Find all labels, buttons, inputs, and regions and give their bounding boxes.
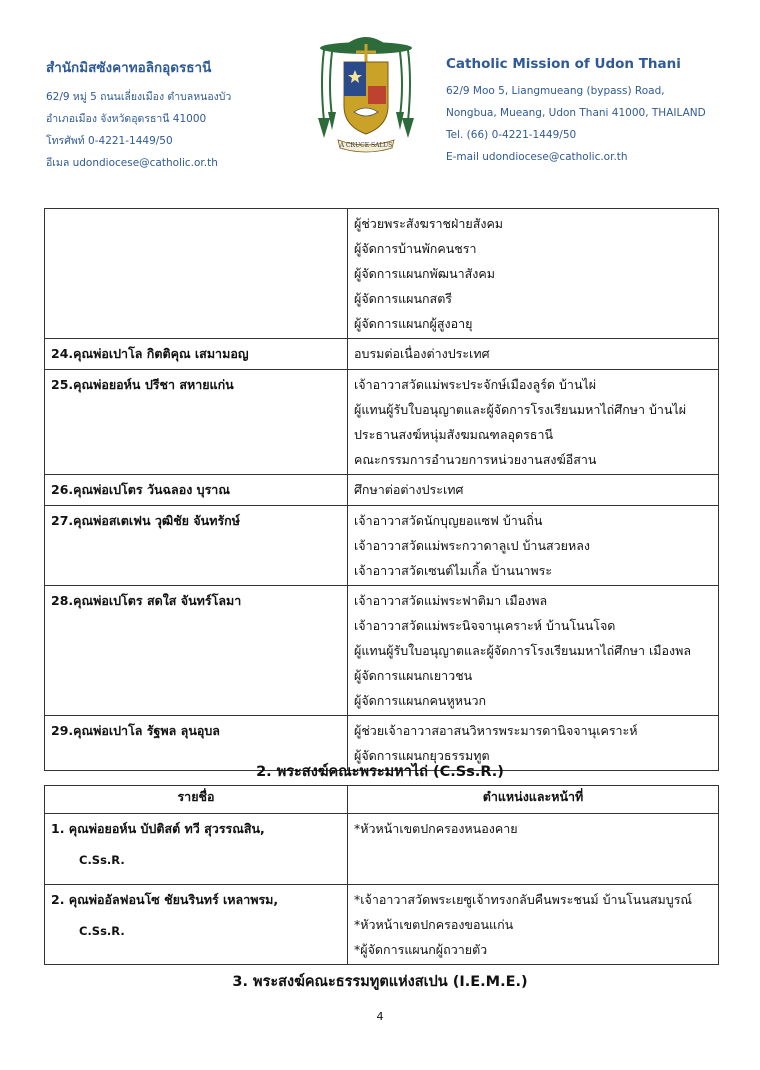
section-2-title: 2. พระสงฆ์คณะพระมหาไถ่ (C.Ss.R.) — [256, 764, 504, 780]
role-item: ศึกษาต่อต่างประเทศ — [354, 482, 464, 497]
priest-name-cell: 25.คุณพ่อยอห์น ปรีชา สหายแก่น — [45, 370, 348, 475]
table-row — [45, 475, 719, 506]
header-english — [446, 56, 706, 168]
table-row — [45, 814, 719, 885]
role-item: เจ้าอาวาสวัดแม่พระนิจจานุเคราะห์ บ้านโนนโจด — [354, 618, 616, 633]
org-name-english: Catholic Mission of Udon Thani — [446, 56, 681, 72]
role-item: คณะกรรมการอำนวยการหน่วยงานสงฆ์อีสาน — [354, 452, 597, 467]
role-item: เจ้าอาวาสวัดแม่พระกวาดาลูเป บ้านสวยหลง — [354, 538, 590, 553]
email-english: E-mail udondiocese@catholic.or.th — [446, 151, 628, 163]
role-item: ผู้จัดการแผนกผู้สูงอายุ — [354, 316, 473, 331]
table-row — [45, 586, 719, 716]
role-item: เจ้าอาวาสวัดนักบุญยอแซฟ บ้านถิ่น — [354, 513, 543, 528]
role-item: เจ้าอาวาสวัดแม่พระประจักษ์เมืองลูร์ด บ้านไผ่ — [354, 377, 597, 392]
role-item: ผู้แทนผู้รับใบอนุญาตและผู้จัดการโรงเรียนมหาไถ่ศึกษา เมืองพล — [354, 643, 692, 658]
role-item: ผู้แทนผู้รับใบอนุญาตและผู้จัดการโรงเรียนมหาไถ่ศึกษา บ้านไผ่ — [354, 402, 687, 417]
address-line-2-thai: อำเภอเมือง จังหวัดอุดรธานี 41000 — [46, 113, 207, 125]
priest-name-cell: 28.คุณพ่อเปโตร สดใส จันทร์โลมา — [45, 586, 348, 716]
role-item: *เจ้าอาวาสวัดพระเยซูเจ้าทรงกลับคืนพระชนม์ บ้านโนนสมบูรณ์ — [354, 892, 693, 907]
priest-name-cell: 29.คุณพ่อเปาโล รัฐพล ลุนอุบล — [45, 716, 348, 771]
page-number: 4 — [376, 1010, 384, 1023]
roles-cell — [348, 885, 719, 965]
role-item: อบรมต่อเนื่องต่างประเทศ — [354, 346, 490, 361]
column-header-name: รายชื่อ — [45, 786, 348, 814]
role-item: ผู้จัดการแผนกคนหูหนวก — [354, 693, 487, 708]
priest-name: 2. คุณพ่ออัลฟอนโซ ชัยนรินทร์ เหลาพรม, — [51, 892, 279, 907]
column-header-roles: ตำแหน่งและหน้าที่ — [348, 786, 719, 814]
roles-cell — [348, 506, 719, 586]
table-row — [45, 339, 719, 370]
table-row — [45, 370, 719, 475]
role-item: ผู้จัดการแผนกพัฒนาสังคม — [354, 266, 495, 281]
role-item: ผู้จัดการแผนกยุวธรรมทูต — [354, 748, 490, 763]
address-line-2-english: Nongbua, Mueang, Udon Thani 41000, THAILAND — [446, 107, 706, 119]
role-item: เจ้าอาวาสวัดเซนต์ไมเกิ้ล บ้านนาพระ — [354, 563, 553, 578]
role-item: เจ้าอาวาสวัดแม่พระฟาติมา เมืองพล — [354, 593, 548, 608]
redemptorist-priests-table — [44, 785, 719, 965]
role-item: ผู้จัดการบ้านพักคนชรา — [354, 241, 477, 256]
congregation-suffix: C.Ss.R. — [79, 853, 125, 867]
section-3-title: 3. พระสงฆ์คณะธรรมทูตแห่งสเปน (I.E.M.E.) — [232, 974, 528, 990]
table-row — [45, 209, 719, 339]
roles-cell — [348, 586, 719, 716]
svg-text:A CRUCE SALUS: A CRUCE SALUS — [339, 142, 393, 149]
roles-cell — [348, 339, 719, 370]
roles-cell — [348, 370, 719, 475]
table-row — [45, 885, 719, 965]
priest-name-cell: 26.คุณพ่อเปโตร วันฉลอง บุราณ — [45, 475, 348, 506]
priest-name-cell — [45, 209, 348, 339]
priest-name-cell — [45, 885, 348, 965]
roles-cell — [348, 209, 719, 339]
diocese-crest-logo — [316, 26, 416, 158]
org-name-thai: สำนักมิสซังคาทอลิกอุดรธานี — [46, 60, 212, 76]
role-item: *หัวหน้าเขตปกครองขอนแก่น — [354, 917, 514, 932]
role-item: ประธานสงฆ์หนุ่มสังฆมณฑลอุดรธานี — [354, 427, 554, 442]
congregation-suffix: C.Ss.R. — [79, 924, 125, 938]
role-item: *ผู้จัดการแผนกผู้ถวายตัว — [354, 942, 488, 957]
role-item: ผู้ช่วยพระสังฆราชฝ่ายสังคม — [354, 216, 504, 231]
phone-english: Tel. (66) 0-4221-1449/50 — [446, 129, 577, 141]
priest-name: 1. คุณพ่อยอห์น บัปติสต์ ทวี สุวรรณสิน, — [51, 821, 265, 836]
priest-name-cell: 24.คุณพ่อเปาโล กิตติคุณ เสมามอญ — [45, 339, 348, 370]
priest-name-cell: 27.คุณพ่อสเตเฟน วุฒิชัย จันทรักษ์ — [45, 506, 348, 586]
address-line-1-english: 62/9 Moo 5, Liangmueang (bypass) Road, — [446, 85, 665, 97]
role-item: ผู้จัดการแผนกสตรี — [354, 291, 453, 306]
address-line-1-thai: 62/9 หมู่ 5 ถนนเลี่ยงเมือง ตำบลหนองบัว — [46, 91, 232, 103]
header-thai — [46, 56, 231, 174]
email-thai: อีเมล udondiocese@catholic.or.th — [46, 157, 218, 169]
table-row — [45, 506, 719, 586]
role-item: ผู้ช่วยเจ้าอาวาสอาสนวิหารพระมารดานิจจานุเคราะห์ — [354, 723, 638, 738]
priests-duties-table — [44, 208, 719, 771]
roles-cell — [348, 814, 719, 885]
phone-thai: โทรศัพท์ 0-4221-1449/50 — [46, 135, 173, 147]
roles-cell — [348, 475, 719, 506]
role-item: *หัวหน้าเขตปกครองหนองคาย — [354, 821, 518, 836]
role-item: ผู้จัดการแผนกเยาวชน — [354, 668, 473, 683]
priest-name-cell — [45, 814, 348, 885]
